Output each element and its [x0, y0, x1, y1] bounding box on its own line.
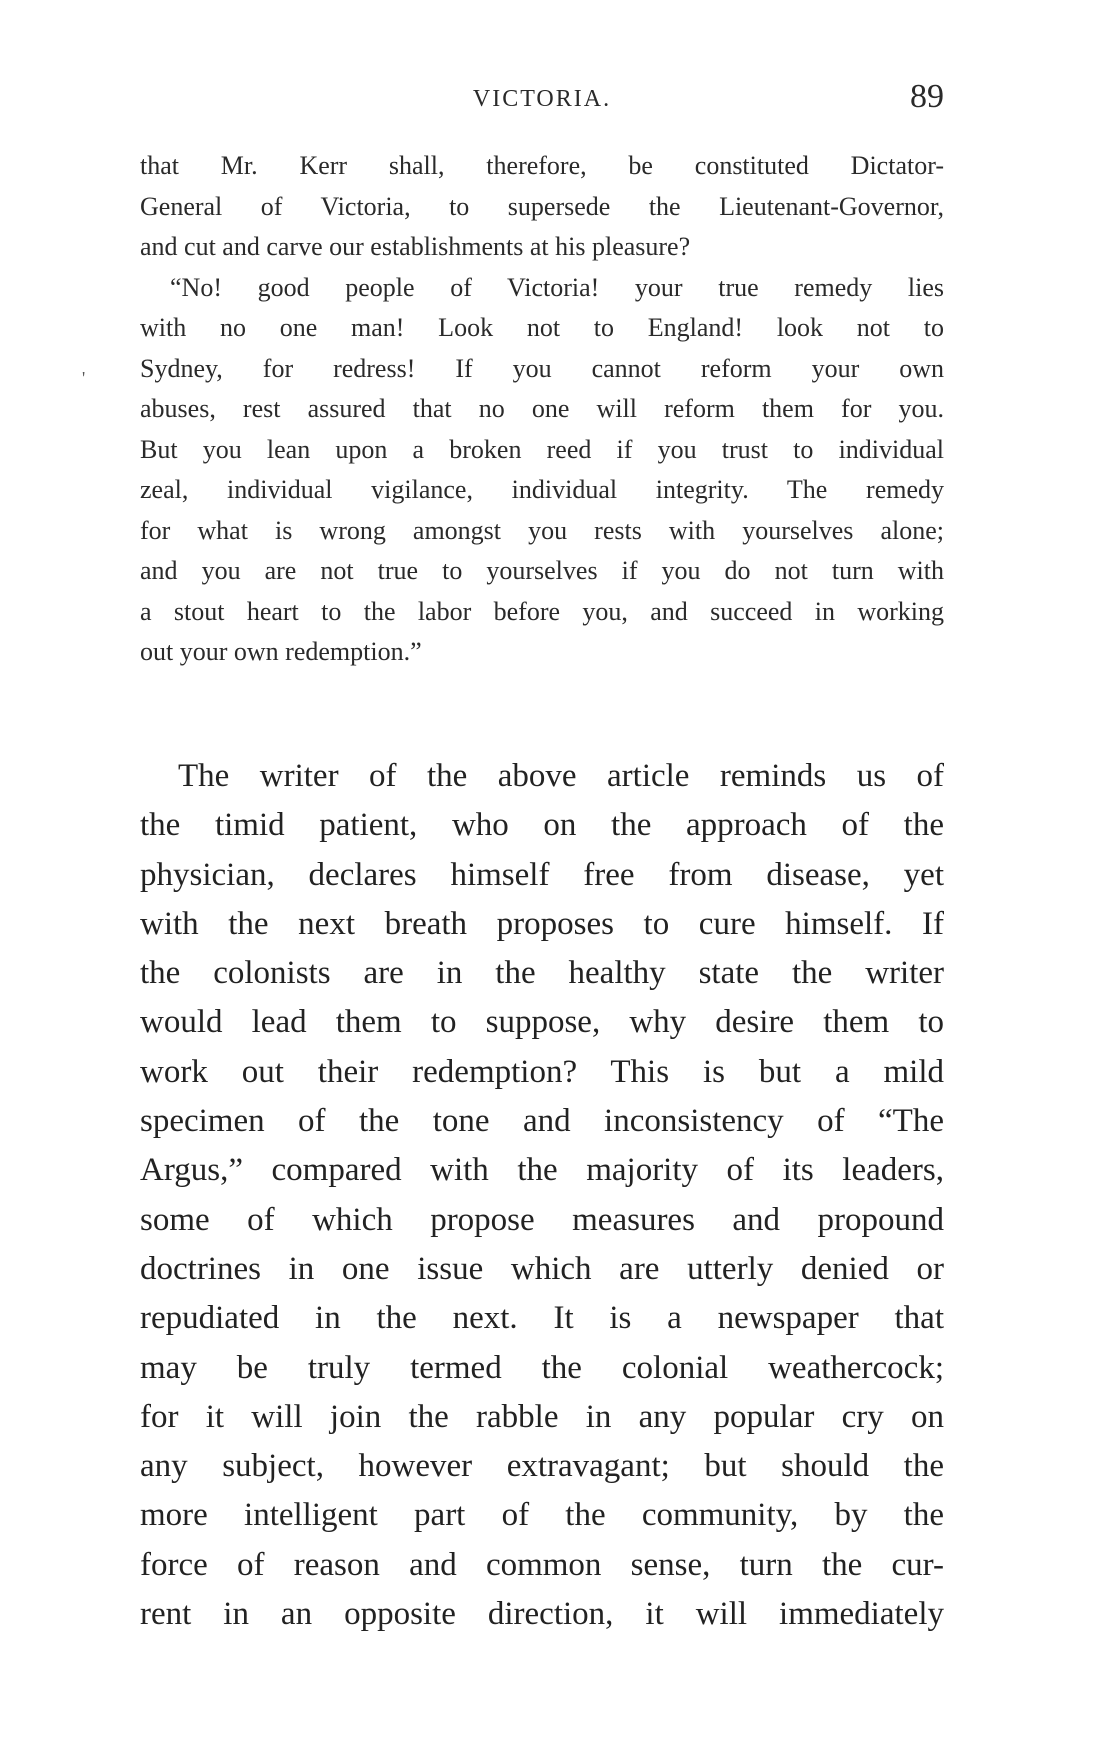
body-line: The writer of the above article reminds us of: [178, 758, 944, 794]
body-paragraph: [140, 752, 944, 1639]
quote-line: with no one man! Look not to England! look not to: [140, 313, 944, 342]
body-line: Argus,” compared with the majority of its leaders,: [140, 1152, 944, 1189]
body-line: any subject, however extravagant; but should the: [140, 1448, 944, 1485]
quoted-passage: [140, 146, 944, 673]
quote-line: zeal, individual vigilance, individual integrity. The remedy: [140, 475, 944, 504]
quote-line: Sydney, for redress! If you cannot reform your own: [140, 353, 944, 383]
quote-line: “No! good people of Victoria! your true remedy lies: [170, 272, 944, 302]
quote-line: But you lean upon a broken reed if you trust to individual: [140, 434, 944, 464]
body-line: would lead them to suppose, why desire them to: [140, 1004, 944, 1041]
body-line: may be truly termed the colonial weathercock;: [140, 1349, 944, 1386]
body-line: the timid patient, who on the approach of the: [140, 807, 944, 844]
margin-mark: ': [82, 368, 86, 388]
quote-line: and cut and carve our establishments at his pleasure?: [140, 232, 691, 261]
body-line: the colonists are in the healthy state the writer: [140, 955, 944, 992]
body-line: some of which propose measures and propound: [140, 1201, 944, 1238]
running-title: VICTORIA.: [472, 86, 612, 112]
quote-line: out your own redemption.”: [140, 637, 422, 666]
quote-line: that Mr. Kerr shall, therefore, be constituted Dictator-: [140, 151, 944, 180]
quote-line: a stout heart to the labor before you, and succeed in working: [140, 596, 944, 626]
body-line: for it will join the rabble in any popular cry on: [140, 1398, 944, 1435]
running-head: [140, 78, 944, 118]
body-line: rent in an opposite direction, it will immediately: [140, 1596, 944, 1633]
body-line: with the next breath proposes to cure himself. If: [140, 905, 944, 942]
body-line: work out their redemption? This is but a mild: [140, 1053, 944, 1090]
page-number: 89: [910, 78, 944, 115]
body-line: doctrines in one issue which are utterly denied or: [140, 1250, 944, 1287]
body-line: more intelligent part of the community, by the: [140, 1497, 944, 1534]
quote-line: abuses, rest assured that no one will reform them for you.: [140, 394, 944, 423]
quote-line: General of Victoria, to supersede the Lieutenant-Governor,: [140, 191, 944, 221]
body-line: physician, declares himself free from disease, yet: [140, 856, 944, 893]
quote-line: for what is wrong amongst you rests with yourselves alone;: [140, 515, 944, 545]
quote-line: and you are not true to yourselves if you do not turn with: [140, 556, 944, 585]
body-line: force of reason and common sense, turn the cur-: [140, 1546, 944, 1583]
body-line: specimen of the tone and inconsistency of “The: [140, 1103, 944, 1140]
body-line: repudiated in the next. It is a newspaper that: [140, 1300, 944, 1337]
